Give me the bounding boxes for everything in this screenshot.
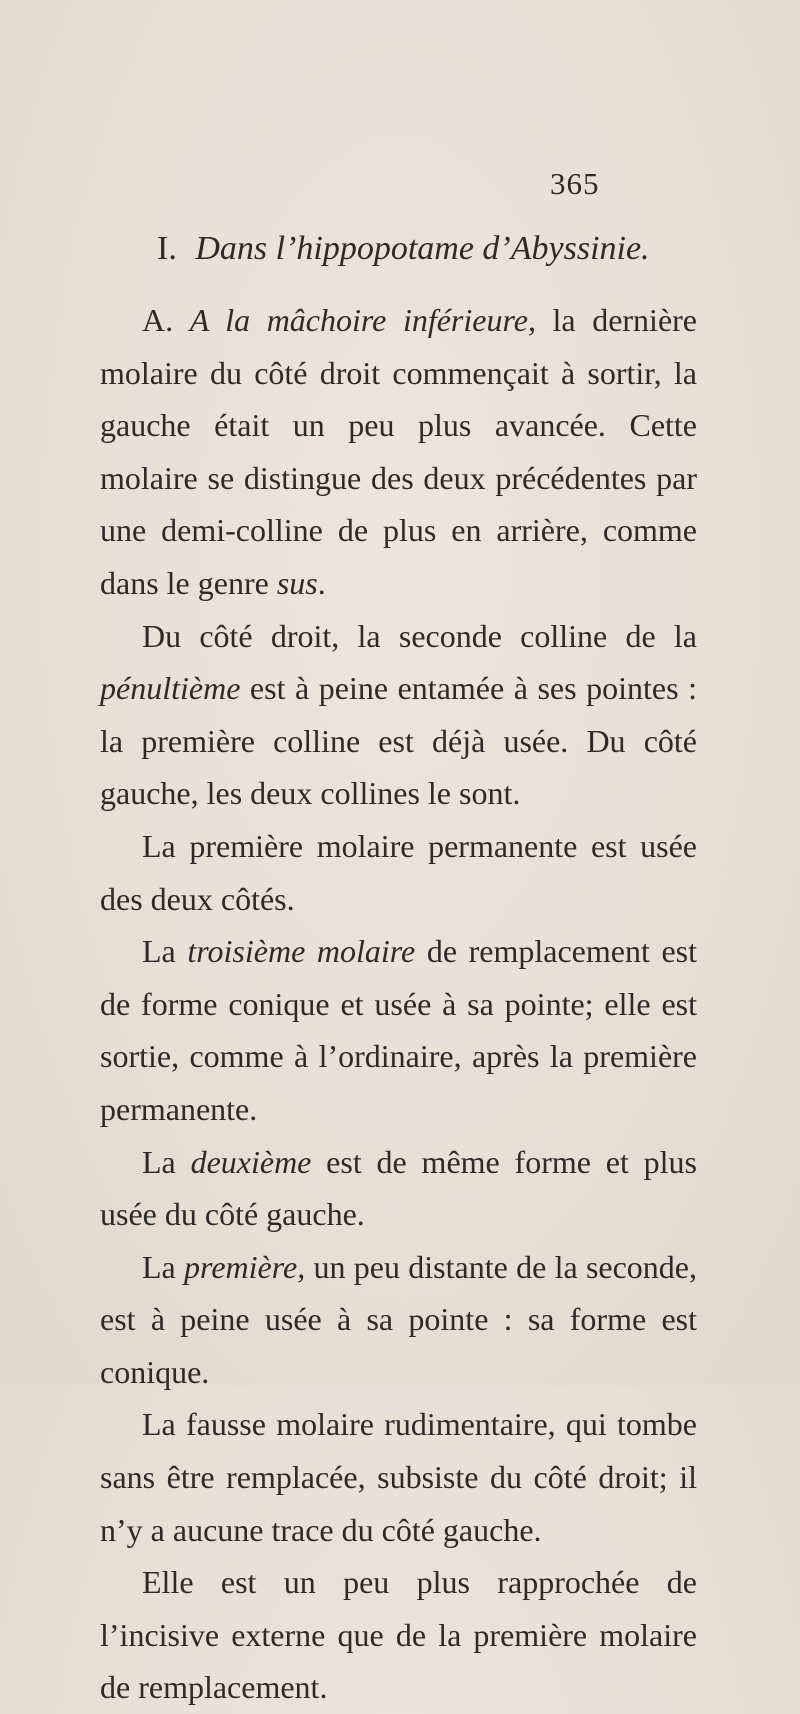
paragraph-4	[100, 925, 697, 1135]
paragraph-2-before: Du côté droit, la seconde colline de la	[142, 617, 697, 654]
paragraph-3-text: La première molaire permanente est usée des deux côtés.	[100, 827, 697, 917]
paragraph-6-italic: première,	[184, 1248, 306, 1285]
paragraph-6-before: La	[142, 1248, 185, 1285]
paragraph-2-after: est à peine entamée à ses pointes : la première colline est déjà usée. Du côté gauche, les deux collines le sont.	[100, 670, 697, 812]
section-title: Dans l’hippopotame d’Abyssinie.	[195, 230, 650, 267]
body-text	[100, 294, 697, 1714]
paragraph-1-italic-end: sus	[276, 564, 318, 601]
paragraph-2	[100, 610, 697, 820]
section-number: I.	[157, 230, 177, 267]
paragraph-7	[100, 1398, 697, 1556]
paragraph-6	[100, 1241, 697, 1399]
paragraph-1	[100, 294, 697, 610]
paragraph-6-after: un peu distante de la seconde, est à peine usée à sa pointe : sa forme est conique.	[100, 1248, 698, 1390]
paragraph-5-italic: deuxième	[190, 1143, 312, 1180]
paragraph-4-italic: troisième molaire	[187, 933, 416, 970]
page-number: 365	[550, 166, 600, 201]
paragraph-2-italic: pénultième	[100, 670, 241, 707]
paragraph-8	[100, 1556, 697, 1714]
paragraph-1-lead: A.	[142, 302, 174, 338]
paragraph-1-italic-lead: A la mâchoire inférieure,	[189, 302, 536, 338]
paragraph-3	[100, 820, 697, 925]
paragraph-8-text: Elle est un peu plus rapprochée de l’incisive externe que de la première molaire de remplacement.	[100, 1564, 697, 1706]
section-heading	[157, 230, 650, 268]
paragraph-1-text: la dernière molaire du côté droit commençait à sortir, la gauche était un peu plus avancée. Cette molaire se distingue des deux précédentes par une demi-colline de plus en arrière, comme dans le genre	[100, 302, 698, 601]
paragraph-7-text: La fausse molaire rudimentaire, qui tombe sans être remplacée, subsiste du côté droit; il n’y a aucune trace du côté gauche.	[100, 1406, 697, 1548]
paragraph-4-before: La	[142, 933, 188, 970]
paragraph-1-end: .	[317, 564, 326, 601]
paragraph-4-after: de remplacement est de forme conique et usée à sa pointe; elle est sortie, comme à l’ordinaire, après la première permanente.	[100, 933, 698, 1127]
paragraph-5-after: est de même forme et plus usée du côté gauche.	[100, 1143, 698, 1233]
paragraph-5	[100, 1136, 697, 1241]
paragraph-5-before: La	[142, 1143, 191, 1180]
